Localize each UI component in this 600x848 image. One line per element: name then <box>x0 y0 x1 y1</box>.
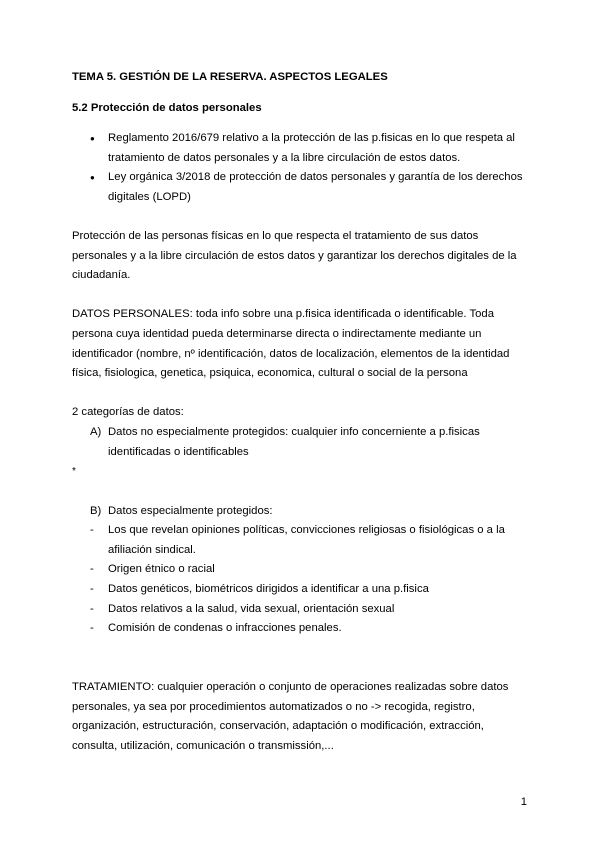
page-number: 1 <box>520 796 527 808</box>
list-marker: B) <box>90 504 102 517</box>
list-item <box>72 423 532 462</box>
spacer <box>72 384 532 404</box>
protected-data-list <box>72 521 532 639</box>
categorias-heading: 2 categorías de datos: <box>72 406 184 419</box>
list-item-text: Origen étnico o racial <box>108 563 215 576</box>
regulation-list <box>72 129 532 207</box>
list-item <box>72 168 532 207</box>
list-item-text: Los que revelan opiniones políticas, convicciones religiosas o fisiológicas o a la afiliación sindical. <box>108 524 505 556</box>
list-item <box>72 129 532 168</box>
document-content <box>72 68 532 756</box>
list-item-text: Datos genéticos, biométricos dirigidos a identificar a una p.fisica <box>108 583 429 596</box>
dash-marker: - <box>90 622 94 635</box>
list-item-text: Reglamento 2016/679 relativo a la protección de las p.fisicas en lo que respeta al tratamiento de datos personales y a la libre circulación de estos datos. <box>108 132 515 164</box>
dash-marker: - <box>90 602 94 615</box>
dash-marker: - <box>90 583 94 596</box>
bullet-icon: ● <box>90 173 95 183</box>
list-item <box>72 619 532 639</box>
asterisk-note: * <box>72 466 76 478</box>
spacer <box>72 482 532 502</box>
section-title: 5.2 Protección de datos personales <box>72 102 262 114</box>
spacer <box>72 286 532 306</box>
tratamiento-paragraph: TRATAMIENTO: cualquier operación o conjunto de operaciones realizadas sobre datos personales, ya sea por procedimientos automatizados o no -> recogida, registro, organización, estructuración, conservación, adaptación o modificación, extracción, consulta, utilización, comunicación o transmissión,... <box>72 681 509 752</box>
list-item <box>72 580 532 600</box>
datos-personales-paragraph: DATOS PERSONALES: toda info sobre una p.fisica identificada o identificable. Toda persona cuya identidad pueda determinarse directa o indirectamente mediante un identificador (nombre, nº identificación, datos de localización, elementos de la identidad física, fisiologica, genetica, psiquica, economica, cultural o social de la persona <box>72 308 510 380</box>
bullet-icon: ● <box>90 134 95 143</box>
list-item-text: Comisión de condenas o infracciones penales. <box>108 622 342 635</box>
list-item <box>72 600 532 620</box>
intro-paragraph: Protección de las personas físicas en lo que respecta el tratamiento de sus datos personales y a la libre circulación de estos datos y garantizar los derechos digitales de la ciudadanía. <box>72 229 517 282</box>
dash-marker: - <box>90 563 94 576</box>
dash-marker: - <box>90 524 94 537</box>
list-item <box>72 521 532 560</box>
list-item <box>72 560 532 580</box>
category-a-list <box>72 423 532 462</box>
document-title: TEMA 5. GESTIÓN DE LA RESERVA. ASPECTOS LEGALES <box>72 71 388 83</box>
list-item-text: Ley orgánica 3/2018 de protección de datos personales y garantía de los derechos digitales (LOPD) <box>108 171 523 203</box>
list-item <box>72 502 532 522</box>
list-item-text: Datos no especialmente protegidos: cualquier info concerniente a p.fisicas identificadas o identificables <box>108 425 480 458</box>
spacer <box>72 658 532 678</box>
category-b-list <box>72 502 532 522</box>
spacer <box>72 639 532 659</box>
list-marker: A) <box>90 425 102 438</box>
spacer <box>72 207 532 227</box>
list-item-text: Datos relativos a la salud, vida sexual, orientación sexual <box>108 602 395 615</box>
list-item-text: Datos especialmente protegidos: <box>108 504 273 517</box>
